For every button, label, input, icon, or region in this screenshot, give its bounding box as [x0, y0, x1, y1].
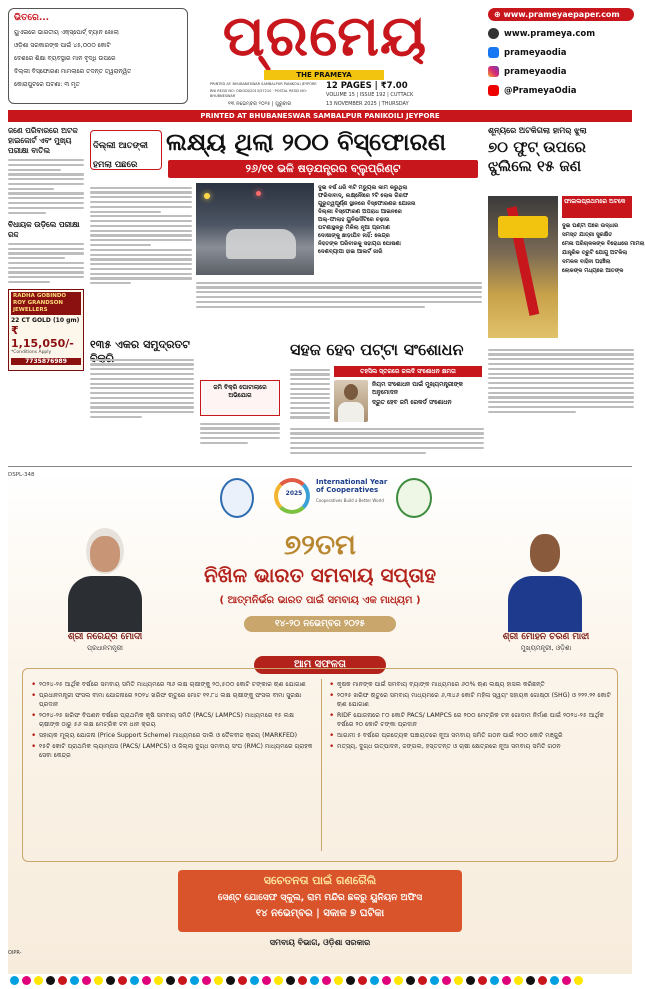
epaper-link[interactable]	[488, 8, 634, 21]
story2-body-right	[200, 420, 280, 447]
inside-box	[8, 8, 188, 104]
right-bullet: ଯାନ୍ତ୍ରିକ ତ୍ରୁଟି ଯୋଗୁ ଅଟକିଲା	[562, 250, 628, 256]
jeweller-ad[interactable]	[8, 289, 84, 371]
achievement-item: • ଆଗାମୀ ୫ ବର୍ଷରେ ପ୍ରତ୍ୟେକ ପଞ୍ଚାୟତରେ ନୂଆ ସମବାୟ ସମିତି ଗଠନ ପାଇଁ ୨୦୦ କୋଟି ମଞ୍ଜୁରି	[329, 732, 611, 740]
printed-bar-text: PRINTED AT BHUBANESWAR SAMBALPUR PANIKOILI JEYPORE	[200, 112, 440, 120]
achievements-title-text: ଆମ ସଫଳତା	[294, 659, 346, 670]
instagram-link[interactable]	[488, 65, 634, 78]
lead-photo	[196, 183, 314, 275]
story3-bullet: ଦ୍ରୁତ ହେବ ଜମି ରେକର୍ଡ ସଂଶୋଧନ	[372, 399, 452, 406]
achievement-item: • ୨୦୨୪-୨୫ ଖରିଫ ବିପଣନ ବର୍ଷରେ ପ୍ରାଥମିକ କୃଷି ସମବାୟ ସମିତି (PACS/ LAMPCS) ମାଧ୍ୟମରେ ୧୫ ଲକ୍ଷ ଚାଷୀଙ୍କ ଠାରୁ ୫୬ ଲକ୍ଷ ମେଟ୍ରିକ ଟନ ଧାନ କ୍ରୟ	[31, 712, 313, 729]
left-mid-headline[interactable]: ବିଧାୟକ ଉଡ଼ିଲେ ପରୀକ୍ଷା ରଦ୍ଦ	[8, 219, 80, 239]
right-bullet: ଦୁଇ ଘଣ୍ଟା ପରେ ଉଦ୍ଧାର	[562, 223, 619, 229]
light-shape	[204, 193, 210, 199]
pm-body-shape	[68, 576, 142, 632]
lead-headline[interactable]: ଲକ୍ଷ୍ୟ ଥିଲା ୨୦୦ ବିସ୍ଫୋରଣ	[166, 128, 446, 156]
lead-body-left	[90, 184, 192, 287]
cm-photo	[502, 526, 588, 630]
light-shape	[256, 191, 261, 196]
iyc-title: International Year of Cooperatives	[316, 478, 388, 494]
odisha-emblem	[220, 478, 254, 518]
achievements-box	[22, 668, 618, 862]
story3-body-left	[290, 366, 330, 421]
youtube-link[interactable]	[488, 84, 634, 97]
printed-small: PRINTED AT: BHUBANESWAR SAMBALPUR PANIKOILI JEYPORE	[210, 82, 317, 86]
instagram-icon	[488, 66, 499, 77]
lead-bullets	[318, 184, 482, 256]
regn-no: RNI REGD NO: ODIODI/2013/57210 · POSTAL REGD NO: BHUBNESWAR	[210, 89, 307, 98]
gold-label: 22 CT GOLD (10 gm)	[11, 317, 80, 325]
coop-dept-logo	[396, 478, 432, 518]
story2-body	[90, 356, 194, 421]
cm-face-shape	[530, 534, 560, 572]
achievement-item: • ପ୍ରଧାନମନ୍ତ୍ରୀ ଫସଲ ବୀମା ଯୋଜନାରେ ୨୦୨୪ ଖରିଫ ଋତୁରେ ମୋଟ ୧୧.୮୪ ଲକ୍ଷ ଚାଷୀଙ୍କୁ ଫସଲ ବୀମା ସୁରକ୍ଷା ପ୍ରଦାନ	[31, 692, 313, 709]
lead-banner	[168, 160, 478, 178]
week-title: ନିଖିଳ ଭାରତ ସମବାୟ ସପ୍ତାହ	[203, 563, 437, 587]
achievement-item: • ୧୫ଟି କୋଟି ପ୍ରାଥମିକ ଲ୍ୟାମ୍ପସ (PACS/ LAMPCS) ଓ ଜିଲ୍ଲା ଦୁଗ୍ଧ ସମବାୟ ସଂଘ (RMC) ମାଧ୍ୟମରେ ଗ୍ରାହକ ସେବା କେନ୍ଦ୍ର	[31, 743, 313, 760]
pm-photo	[62, 526, 148, 630]
story3-strap	[334, 366, 482, 377]
story2-headline[interactable]: ୧୩୫ ଏକର ସମୁଦ୍ରତଟ	[90, 338, 190, 351]
logo-text: ପ୍ରମେୟ	[222, 4, 428, 69]
lead-kicker-text: ଦିଲ୍ଲୀ ଆତଙ୍କୀ ହମଲା ପଛରେ	[93, 141, 148, 170]
story3-headline[interactable]: ସହଜ ହେବ ପଟ୍ଟା ସଂଶୋଧନ	[290, 340, 464, 359]
web-link[interactable]	[488, 27, 634, 40]
cm-body-shape	[508, 576, 582, 632]
date-en: 13 NOVEMBER 2025 | THURSDAY	[326, 101, 409, 107]
achievements-right	[329, 681, 611, 755]
inside-item[interactable]: ଓଡ଼ିଶା ସରକାରଙ୍କ ପାଇଁ ୪୫,୦୦୦ କୋଟି	[14, 42, 111, 49]
story2-box-text: ଜମି ବିକ୍ରି ଘୋଟାଲାରେ ଅଭିଯୋଗ	[213, 384, 267, 399]
social-links	[488, 8, 634, 97]
inside-item[interactable]: ଦେଶରେ ଶିକ୍ଷା ବ୍ୟବସ୍ଥାର ମାନ ବୃଦ୍ଧି ଉପରେ	[14, 55, 116, 62]
epaper-url: www.prameyaepaper.com	[503, 10, 620, 19]
inside-item[interactable]: କୋରାପୁଟରେ ଘଟଣା: ୩ ମୃତ	[14, 81, 80, 88]
right-bullet: ସମସ୍ତ ଯାତ୍ରୀ ସୁରକ୍ଷିତ	[562, 232, 613, 238]
inside-item[interactable]: ଦିଲ୍ଲୀ ବିସ୍ଫୋରଣ ମାମଲାରେ ତଦନ୍ତ ତ୍ୱରାନ୍ୱିତ	[14, 68, 132, 75]
venue-title: ସଚେତନତା ପାଇଁ ଗଣରୈଲି	[263, 874, 377, 887]
color-registration-strip	[10, 970, 630, 979]
lead-bullet: ଘଟଣାସ୍ଥଳରୁ ମିଳିଲା ନୂଆ ପ୍ରମାଣ	[318, 225, 390, 231]
right-bullet: ଲୋକଙ୍କ ମଧ୍ୟରେ ଆତଙ୍କ	[562, 268, 624, 274]
story2-box	[200, 380, 280, 416]
globe-icon: ⊕	[494, 10, 501, 19]
logo-sub-band	[264, 70, 384, 80]
jeweller-name: RADHA GOBINDO ROY GRANDSON JEWELLERS	[11, 292, 81, 315]
coop-ad	[8, 470, 632, 974]
gold-price: ₹ 1,15,050/-	[11, 324, 74, 351]
achievements-left	[31, 681, 313, 763]
printed-bar	[8, 110, 632, 122]
iyc-logo	[274, 476, 388, 520]
achievement-item: • ୨୦୨୪-୨୫ ଆର୍ଥିକ ବର୍ଷରେ ସମବାୟ ସମିତି ମାଧ୍ୟମରେ ୩୬ ଲକ୍ଷ ଚାଷୀଙ୍କୁ ୨୦,୫୦୦ କୋଟି ଟଙ୍କାର ଋଣ ଯୋଗାଣ	[31, 681, 313, 689]
volume: VOLUME 15 | ISSUE 192 | CUTTACK	[326, 92, 414, 98]
youtube-icon	[488, 85, 499, 96]
cm-title: ମୁଖ୍ୟମନ୍ତ୍ରୀ, ଓଡ଼ିଶା	[520, 644, 572, 652]
globe-icon	[488, 28, 499, 39]
achievement-item: • ୨୦୨୫ ଖରିଫ ଋତୁରେ ସମବାୟ ମାଧ୍ୟମରେ ୬,୩୪୬ କୋଟି ମହିଳା ସ୍ୱୟଂ ସହାୟକ ଗୋଷ୍ଠୀ (SHG) ଓ ୨୨୨.୨୧ କୋଟି ଋଣ ଯୋଗାଣ	[329, 692, 611, 709]
inside-item[interactable]: ୟୁଏଇରେ ଭାରତୀୟ ଏକ୍ସ୍‌ପୋର୍ଟ୍‌ ବ୍ୟାନ ଖୋଲା	[14, 29, 119, 36]
left-column	[8, 126, 84, 463]
oipr-code: OIPR-	[8, 950, 22, 956]
lead-bullet: ନିହତଙ୍କ ପରିବାରକୁ ସହାୟତା ଘୋଷଣା	[318, 241, 401, 247]
logo-sub: THE PRAMEYA	[296, 71, 352, 79]
facebook-link[interactable]	[488, 46, 634, 59]
cm-name: ଶ୍ରୀ ମୋହନ ଚରଣ ମାଝୀ	[502, 632, 590, 642]
right-tag	[562, 196, 632, 218]
facebook-handle: prameyaodia	[504, 47, 567, 58]
achievement-item: • କୃଷକ ମାନଙ୍କ ପାଇଁ ସମବାୟ ବ୍ୟାଙ୍କ ମାଧ୍ୟମରେ ୬୦% ଋଣ ଲକ୍ଷ୍ୟ ହାସଲ କରିଛନ୍ତି	[329, 681, 611, 689]
lead-banner-text: ୨୬/୧୧ ଭଳି ଷଡ଼ଯନ୍ତ୍ରର ବ୍ଲୁପ୍ରିଣ୍ଟ	[245, 162, 401, 175]
web-url: www.prameya.com	[504, 28, 596, 39]
lead-bullet: ଗୁରୁତ୍ୱପୂର୍ଣ୍ଣ ସ୍ଥାନରେ ବିସ୍ଫୋରଣର ଯୋଜନା	[318, 201, 416, 207]
left-mid-body	[8, 243, 84, 283]
achievement-item: • RIDF ଯୋଜନାରେ ୮୦ କୋଟି PACS/ LAMPCS ରେ ୨୦୦ ମେଟ୍ରିକ ଟନ ଗୋଦାମ ନିର୍ମାଣ ପାଇଁ ୨୦୨୪-୨୫ ଆର୍ଥିକ ବର୍ଷରେ ୨୦ କୋଟି ଟଙ୍କା ପ୍ରଦାନ	[329, 712, 611, 729]
week-no: ୭୨ତମ	[284, 528, 356, 561]
ride-seats-shape	[498, 216, 548, 238]
lead-bullet: ଅଲ୍-ଫାଲାହ ୟୁନିଭର୍ସିଟିରେ ଚଢ଼ାଉ	[318, 217, 390, 223]
ad-code: DSPL-348	[8, 472, 35, 478]
pages-price: 12 PAGES | ₹7.00	[326, 81, 408, 91]
week-dates	[244, 616, 396, 632]
story3-strap-text: ତହସିଲ ସ୍ତରରେ ଜଲଦି ସଂଶୋଧନ କ୍ଷମତା	[360, 368, 456, 375]
achievement-item: • ସହାୟକ ମୂଲ୍ୟ ଯୋଜନା (Price Support Scheme) ମାଧ୍ୟମରେ ଡାଲି ଓ ତୈଳବୀଜ କ୍ରୟ (MARKFED)	[31, 732, 313, 740]
lead-body-bottom	[196, 279, 482, 310]
jeweller-phone: 7735876989	[11, 358, 81, 365]
lead-bullet: ଦେଶବ୍ୟାପୀ ହାଇ ଆଲର୍ଟ ଜାରି	[318, 249, 383, 255]
iyc-year: 2025	[285, 490, 303, 497]
week-dates-text: ୧୪-୨୦ ନଭେମ୍ବର ୨୦୨୫	[274, 619, 366, 629]
lead-bullet: ଦୋଷୀଙ୍କୁ ଛାଡ଼ାଯିବ ନାହିଁ: କେନ୍ଦ୍ର	[318, 233, 390, 239]
achievement-item: • ମତ୍ସ୍ୟ, ଦୁଗ୍ଧ ଉତ୍ପାଦନ, ଜଙ୍ଗଲ, ହସ୍ତତନ୍ତ ଓ ଚାଷୀ କ୍ଷେତ୍ରରେ ନୂଆ ସମବାୟ ସମିତି ଗଠନ	[329, 743, 611, 751]
pm-title: ପ୍ରଧାନମନ୍ତ୍ରୀ	[87, 644, 123, 652]
instagram-handle: prameyaodia	[504, 66, 567, 77]
section-divider	[8, 466, 632, 467]
story3-photo	[334, 380, 368, 422]
right-bullets	[562, 222, 645, 276]
story3-bullet: ନିୟମ ସଂଶୋଧନ ପାଇଁ ମୁଖ୍ୟମନ୍ତ୍ରୀଙ୍କ ଅନୁମୋଦନ	[372, 381, 463, 396]
person-head-shape	[344, 384, 358, 400]
left-top-body	[8, 159, 84, 214]
date-odia: ୧୩ ନଭେମ୍ବର ୨୦୨୫ | ଗୁରୁବାର	[228, 101, 292, 107]
week-theme: ( ଆତ୍ମନିର୍ଭର ଭାରତ ପାଇଁ ସମବାୟ ଏକ ମାଧ୍ୟମ )	[219, 595, 421, 606]
lead-bullet: ଫରିଦାବାଦ୍, ଲକ୍ଷ୍ନୌରେ ୨ଟି ଲୋକ ଗିରଫ	[318, 193, 409, 199]
youtube-handle: @PrameyaOdia	[504, 85, 577, 96]
venue-box	[178, 870, 462, 932]
venue-time: ୧୪ ନଭେମ୍ବର | ସକାଳ ୭ ଘଟିକା	[255, 908, 385, 919]
ride-photo	[488, 196, 558, 338]
masthead-logo	[205, 6, 445, 68]
story3-bullets	[372, 381, 482, 407]
right-top-headline2[interactable]: ୭୦ ଫୁଟ୍ ଉପରେ ଝୁଲିଲେ ୧୫ ଜଣ	[488, 138, 586, 175]
lead-kicker	[90, 130, 162, 170]
pm-face-shape	[90, 536, 120, 572]
iyc-sub: Cooperatives Build a Better World	[316, 498, 384, 503]
right-top-story	[488, 126, 634, 176]
right-top-headline[interactable]: ଶୂନ୍ୟରେ ଅଟକିଗଲା ହାମର୍ ଝୁଲା	[488, 126, 587, 135]
person-body-shape	[338, 402, 364, 422]
story3-body-bottom	[290, 425, 484, 456]
venue-line: ସେଣ୍ଟ ଯୋସେଫ ସ୍କୁଲ, ରାମ ମନ୍ଦିର ଛକରୁ ୟୁନିୟନ ଅଫିସ	[217, 893, 423, 903]
lead-bullet: ଦିଲ୍ଲୀ ବିସ୍ଫୋରଣ ଅପରାଧ ଆଇନରେ	[318, 209, 402, 215]
right-bullet: ଦମକଳ ବାହିନୀ ପହଞ୍ଚିଲା	[562, 259, 611, 265]
achievements-divider	[321, 679, 322, 851]
inside-title: ଭିତରେ...	[14, 13, 50, 23]
left-top-headline[interactable]: ଜଣେ ପରିବାରରେ ଅଟକ ହାଇକୋର୍ଟ ଏବଂ ମୁଖ୍ୟ ପରୀକ୍ଷା ବାତିଲ	[8, 126, 78, 155]
ad-dept: ସମବାୟ ବିଭାଗ, ଓଡ଼ିଶା ସରକାର	[269, 938, 371, 947]
right-tag-text: ଫାଇଲପ୍ରଥମରେ ଅଟକେ	[564, 198, 626, 205]
right-body	[488, 346, 634, 416]
car-wreck-shape	[226, 229, 296, 259]
conditions: *Conditions Apply	[11, 350, 52, 356]
right-bullet: ମେଳା ପରିଚାଳକଙ୍କ ବିରୋଧରେ ମାମଲା	[562, 241, 645, 247]
pm-name: ଶ୍ରୀ ନରେନ୍ଦ୍ର ମୋଦୀ	[67, 632, 143, 642]
facebook-icon	[488, 47, 499, 58]
lead-bullet: ଦୁଇ ବର୍ଷ ଧରି ୩ଟି ମଡ୍ୟୁଲ କାମ କରୁଥିଲା	[318, 185, 408, 191]
